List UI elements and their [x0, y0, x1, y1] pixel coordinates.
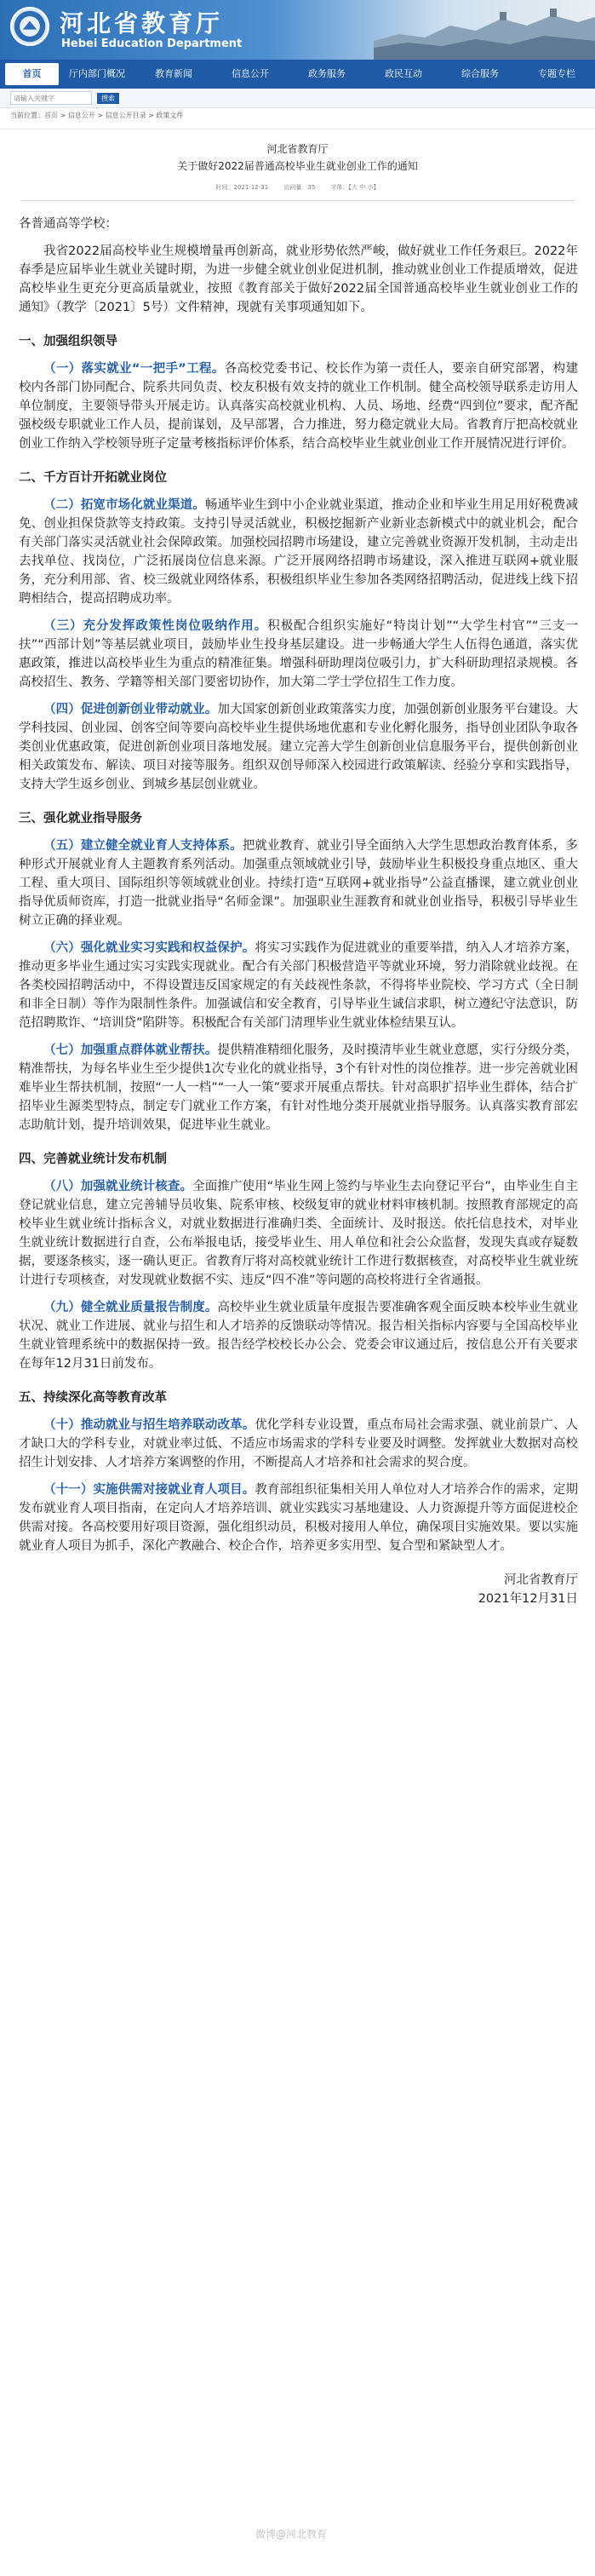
great-wall-image [374, 0, 595, 60]
nav-gov-service[interactable]: 政务服务 [308, 68, 346, 79]
item-heading: （二）拓宽市场化就业渠道。 [43, 498, 205, 512]
nav-interaction[interactable]: 政民互动 [385, 68, 422, 79]
item-heading: （四）促进创新创业带动就业。 [43, 703, 218, 716]
article-date: 时间：2021-12-31 [215, 184, 269, 191]
section-heading: 三、强化就业指导服务 [19, 812, 142, 825]
article-header [0, 129, 595, 192]
paragraph: （十一）实施供需对接就业育人项目。教育部组织征集相关用人单位对人才培养合作的需求，定期发布就业育人项目指南，在定向人才培养培训、就业实践实习基地建设、人力资源提升等方面促进校企供需对接。各高校要用好项目资源，强化组织动员，积极对接用人单位，确保项目实施效果。要以实施就业育人项目为抓手，深化产教融合、校企合作，培养更多实用型、复合型和紧缺型人才。 [19, 1483, 579, 1553]
paragraph: （七）加强重点群体就业帮扶。提供精准精细化服务，及时摸清毕业生就业意愿，实行分级分类，精准帮扶，为每名毕业生至少提供1次专业化的就业指导，3个有针对性的岗位推荐。进一步完善就业困难毕业生帮扶机制，按照“一人一档”“一人一策”要求开展重点帮扶。针对高职扩招毕业生群体，结合扩招毕业生源类型特点，制定专门就业工作方案，有针对性地分类开展就业指导服务。认真落实教育部宏志助航计划，提升培训效果，促进毕业生就业。 [19, 1044, 578, 1132]
section-heading: 五、持续深化高等教育改革 [19, 1391, 167, 1405]
section-heading: 二、千方百计开拓就业岗位 [19, 471, 167, 485]
section-heading: 四、完善就业统计发布机制 [19, 1153, 167, 1166]
article-org: 河北省教育厅 [266, 143, 329, 155]
paragraph: （六）强化就业实习实践和权益保护。将实习实践作为促进就业的重要举措，纳入人才培养方案，推动更多毕业生通过实习实践实现就业。配合有关部门积极营造平等就业环境，努力消除就业歧视。在各类校园招聘活动中，不得设置违反国家规定的有关歧视性条款，不得将毕业院校、学习方式（全日制和非全日制）等作为限制性条件。加强诚信和安全教育，引导毕业生诚信求职，树立遵纪守法意识，防范招聘欺诈、“培训贷”陷阱等。积极配合有关部门清理毕业生就业体检结果互认。 [19, 941, 579, 1030]
paragraph: （一）落实就业“一把手”工程。各高校党委书记、校长作为第一责任人，要亲自研究部署，构建校内各部门协同配合、院系共同负责、校友积极有效支持的就业工作机制。健全高校领导联系走访用人单位制度，主要领导带头开展走访。认真落实高校就业机构、人员、场地、经费“四到位”要求，配齐配强校级专职就业工作人员，提前谋划，及早部署，合力推进，努力稳定就业大局。省教育厅把高校就业创业工作纳入学校领导班子定量考核指标评价体系，结合高校毕业生就业创业工作开展情况进行评价。 [19, 362, 578, 451]
nav-special-topics[interactable]: 专题专栏 [538, 68, 575, 79]
paragraph: （三）充分发挥政策性岗位吸纳作用。积极配合组织实施好“特岗计划”“大学生村官”“三支一扶”“西部计划”等基层就业项目，鼓励毕业生投身基层建设。进一步畅通大学生人伍得色通道，落实优惠政策，推进以高校毕业生为重点的精准征集。增强科研助理岗位吸引力，扩大科研助理招录规模。各高校招生、教务、学籍等相关部门要密切协作，加大第二学士学位招生工作力度。 [19, 619, 579, 689]
paragraph: （八）加强就业统计核查。全面推广使用“毕业生网上签约与毕业生去向登记平台”，由毕业生自主登记就业信息，建立完善辅导员收集、院系审核、校级复审的就业材料审核机制。按照教育部规定的高校毕业生就业统计指标含义，对就业数据进行准确归类、全面统计、及时报送。依托信息技术，对毕业生就业统计数据进行自查，公布举报电话，接受毕业生、用人单位和社会公众监督，发现失真或存疑数据，要逐条核实，逐一确认更正。省教育厅将对高校就业统计工作进行数据核查，对高校毕业生就业统计进行专项核查，对发现就业数据不实、违反“四不准”等问题的高校将进行全省通报。 [19, 1180, 578, 1287]
nav-dept-overview[interactable]: 厅内部门概况 [69, 68, 125, 79]
article-body [0, 215, 595, 1608]
watermark: 微博@河北教育 [255, 2528, 328, 2540]
nav-edu-news[interactable]: 教育新闻 [155, 68, 192, 79]
paragraph: （五）建立健全就业育人支持体系。把就业教育、就业引导全面纳入大学生思想政治教育体系，多种形式开展就业育人主题教育系列活动。加强重点领域就业引导，鼓励毕业生积极投身重点地区、重大工程、重大项目、国际组织等领域就业创业。持续打造“互联网+就业指导”公益直播课，建立就业创业指导优质师资库，打造一批就业指导“名师金课”。加强职业生涯教育和就业创业指导，积极引导毕业生树立正确的择业观。 [19, 839, 579, 928]
paragraph: （九）健全就业质量报告制度。高校毕业生就业质量年度报告要准确客观全面反映本校毕业生就业状况、就业工作进展、就业与招生和人才培养的反馈联动等情况。报告相关指标内容要与全国高校毕业生就业管理系统中的数据保持一致。报告经学校校长办公会、党委会审议通过后，按信息公开有关要求在每年12月31日前发布。 [19, 1301, 578, 1371]
nav-home[interactable]: 首页 [5, 63, 59, 85]
search-button[interactable]: 搜索 [97, 93, 119, 104]
item-heading: （三）充分发挥政策性岗位吸纳作用。 [43, 619, 268, 633]
paragraph: （二）拓宽市场化就业渠道。畅通毕业生到中小企业就业渠道，推动企业和毕业生用足用好税费减免、创业担保贷款等支持政策。支持引导灵活就业，积极挖掘新产业新业态新模式中的就业机会，配合有关部门落实灵活就业社会保障政策。加强校园招聘市场建设，建立完善就业资源开发机制，主动走出去找单位、找岗位，广泛拓展岗位信息来源。广泛开展网络招聘市场建设，深入推进互联网+就业服务，充分利用部、省、校三级就业网络体系，积极组织毕业生参加各类网络招聘活动，促进线上线下招聘相结合，提高招聘成功率。 [19, 498, 579, 606]
article-meta [0, 183, 595, 192]
site-subtitle: Hebei Education Department [61, 37, 243, 50]
item-heading: （五）建立健全就业育人支持体系。 [43, 839, 243, 853]
font-size-control[interactable]: 字体：【大 中 小】 [330, 184, 380, 191]
search-input[interactable] [10, 91, 92, 105]
item-heading: （十一）实施供需对接就业育人项目。 [43, 1483, 255, 1497]
signature-date: 2021年12月31日 [478, 1592, 578, 1606]
emblem-icon [10, 7, 49, 46]
site-banner [0, 0, 595, 60]
article-title: 关于做好2022届普通高校毕业生就业创业工作的通知 [177, 160, 418, 172]
item-heading: （六）强化就业实习实践和权益保护。 [43, 941, 255, 955]
nav-general-service[interactable]: 综合服务 [461, 68, 499, 79]
item-heading: （十）推动就业与招生培养联动改革。 [43, 1418, 255, 1432]
signature-org: 河北省教育厅 [504, 1573, 578, 1587]
nav-info-public[interactable]: 信息公开 [232, 68, 269, 79]
paragraph: （十）推动就业与招生培养联动改革。优化学科专业设置，重点布局社会需求强、就业前景广、人才缺口大的学科专业，对就业率过低、不适应市场需求的学科专业要及时调整。发挥就业大数据对高校招生计划安排、人才培养方案调整的作用，不断提高人才培养和社会需求的契合度。 [19, 1418, 579, 1469]
item-heading: （七）加强重点群体就业帮扶。 [43, 1044, 218, 1057]
divider [20, 200, 575, 201]
item-heading: （九）健全就业质量报告制度。 [43, 1301, 218, 1314]
search-bar [0, 89, 595, 108]
section-heading: 一、加强组织领导 [19, 335, 117, 348]
item-heading: （八）加强就业统计核查。 [43, 1180, 193, 1193]
site-title: 河北省教育厅 [60, 9, 224, 37]
article-views: 访问量：35 [283, 184, 316, 191]
item-heading: （一）落实就业“一把手”工程。 [43, 362, 225, 376]
main-nav [0, 60, 595, 89]
intro-paragraph: 我省2022届高校毕业生规模增量再创新高，就业形势依然严峻，做好就业工作任务艰巨。2022年春季是应届毕业生就业关键时期，为进一步健全就业创业促进机制，推动就业创业工作提质增效，促进高校毕业生更充分更高质量就业，按照《教育部关于做好2022届全国普通高校毕业生就业创业工作的通知》（教学〔2021〕5号）文件精神，现就有关事项通知如下。 [19, 244, 578, 314]
breadcrumb: 当前位置：首页 > 信息公开 > 信息公开目录 > 政策文件 [0, 108, 595, 129]
salutation: 各普通高等学校： [19, 217, 117, 231]
paragraph: （四）促进创新创业带动就业。加大国家创新创业政策落实力度，加强创新创业服务平台建设。大学科技园、创业园、创客空间等要向高校毕业生提供场地优惠和专业化孵化服务，指导创业团队争取各类创业优惠政策，促进创新创业项目落地发展。建立完善大学生创新创业信息服务平台，提供创新创业相关政策发布、解读、项目对接等服务。组织双创导师深入校园进行政策解读、经验分享和实践指导，支持大学生返乡创业、到城乡基层创业就业。 [19, 703, 578, 791]
